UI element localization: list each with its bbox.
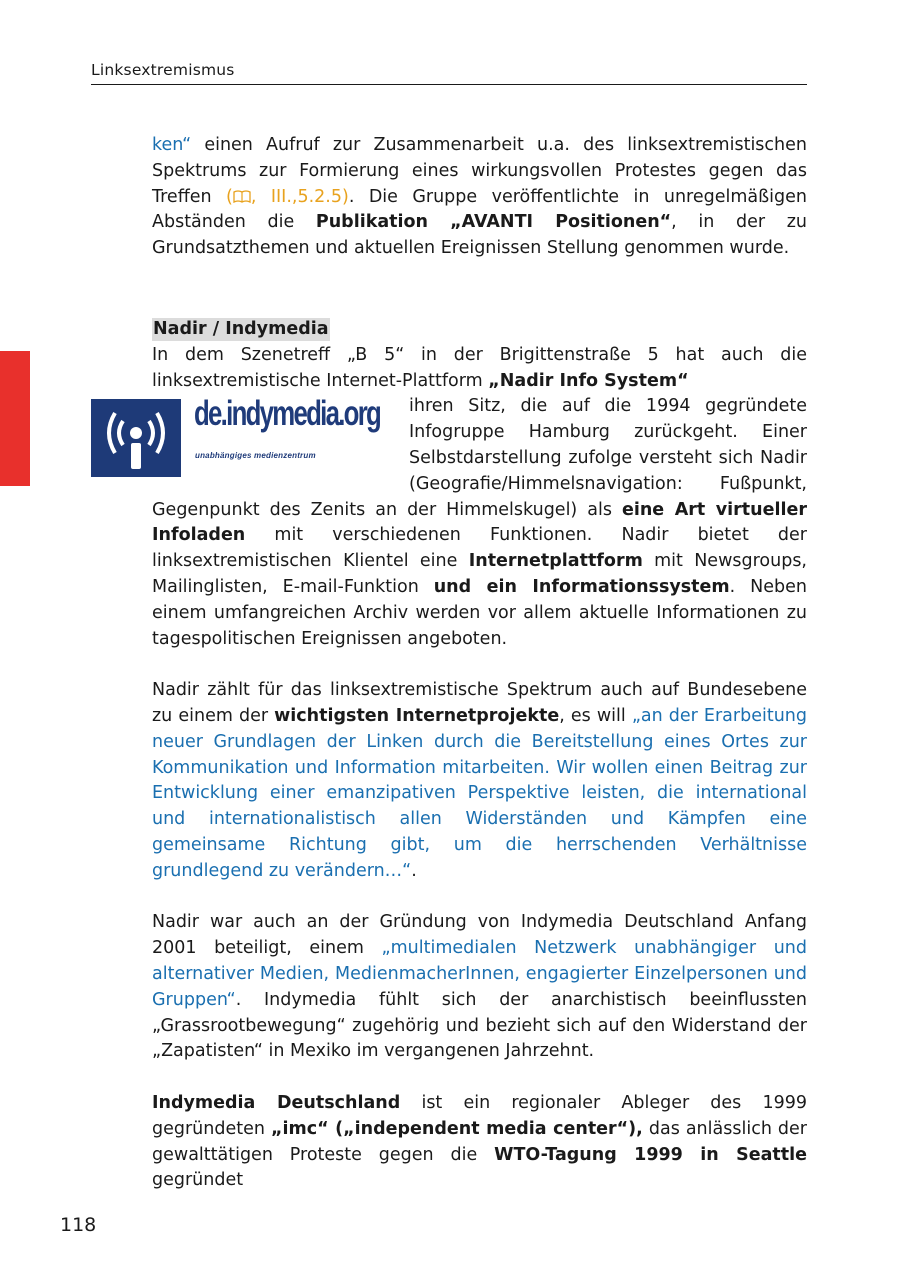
body-text-flow: Nadir / Indymedia In dem Szenetreff „B 5“ in der Brigittenstraße 5 hat auch die linksextremistische Internet-Plattform „Nadir Info System“ de.indymedia.org unabhängiges medienzentrum ihren Sitz, die auf die 1994 gegründete Infogruppe Hamburg zurückgeht. Einer Selbstdarstellung zufolge versteht sich Nadir (Geografie/Himmelsnavigation: Fußpunkt, Gegenpunkt des Zenits an der Himmelskugel) als eine Art virtueller Infoladen mit verschiedenen Funktionen. Nadir bietet der linksextremistischen Klientel eine Internetplattform mit Newsgroups, Mailinglisten, E-mail-Funktion und ein Informationssystem. Neben einem umfangreichen Archiv werden vor allem aktuelle Informationen zu tagespolitischen Ereignissen angeboten. Nadir zählt für das linksextremistische Spektrum auch auf Bundesebene zu einem der wichtigsten Internetprojekte, es will „an der Erarbeitung neuer Grundlagen der Linken durch die Bereitstellung eines Ortes zur Kommunikation und Information mitarbeiten. Wir wollen einen Beitrag zur Entwicklung einer emanzipativen Perspektive leisten, die international und internationalistisch allen Widerständen und Kämpfen eine gemeinsame Richtung gibt, um die herrschenden Verhältnisse grundlegend zu verändern…“. Nadir war auch an der Gründung von Indymedia Deutschland Anfang 2001 beteiligt, einem „multimedialen Netzwerk unabhängiger und alternativer Medien, MedienmacherInnen, engagierter Einzelpersonen und Gruppen“. Indymedia fühlt sich der anarchistisch beeinflussten „Grassrootbewegung“ zugehörig und bezieht sich auf den Widerstand der „Zapatisten“ in Mexiko im vergangenen Jahrzehnt. Indymedia Deutschland ist ein regionaler Ableger des 1999 gegründeten „imc“ („independent media center“), das anlässlich der gewalttätigen Proteste gegen die WTO-Tagung 1999 in Seattle gegründet (152, 317, 807, 1194)
chapter-tab-marker (0, 351, 30, 486)
paragraph-indymedia-founding: Nadir war auch an der Gründung von Indymedia Deutschland Anfang 2001 beteiligt, einem „multimedialen Netzwerk unabhängiger und alternativer Medien, MedienmacherInnen, engagierter Einzelpersonen und Gruppen“. Indymedia fühlt sich der anarchistisch beeinflussten „Grassrootbewegung“ zugehörig und bezieht sich auf den Widerstand der „Zapatisten“ in Mexiko im vergangenen Jahrzehnt. (152, 912, 807, 1062)
logo-domain: de.indymedia.org (194, 394, 381, 434)
quote-tail: ken“ (152, 135, 192, 155)
cross-reference[interactable]: ( , III.,5.2.5) (226, 186, 349, 207)
body-text (152, 133, 807, 262)
broadcast-info-icon (91, 399, 181, 477)
page-number: 118 (60, 1214, 97, 1236)
nadir-quote: „an der Erarbeitung neuer Grundlagen der Linken durch die Bereitstellung eines Ortes zur Kommunikation und Information mitarbeiten. Wir wollen einen Beitrag zur Entwicklung einer emanzipativen Perspektive leisten, die international und internationalistisch allen Widerständen und Kämpfen eine gemeinsame Richtung gibt, um die herrschenden Verhältnisse grundlegend zu verändern…“ (152, 705, 807, 881)
indymedia-logo (91, 394, 406, 477)
logo-tagline: unabhängiges medienzentrum (195, 451, 316, 461)
indymedia-quote: „multimedialen Netzwerk unabhängiger und alternativer Medien, MedienmacherInnen, engagierter Einzelpersonen und Gruppen“ (152, 938, 807, 1010)
paragraph-internetprojekte: Nadir zählt für das linksextremistische Spektrum auch auf Bundesebene zu einem der wichtigsten Internetprojekte, es will „an der Erarbeitung neuer Grundlagen der Linken durch die Bereitstellung eines Ortes zur Kommunikation und Information mitarbeiten. Wir wollen einen Beitrag zur Entwicklung einer emanzipativen Perspektive leisten, die international und internationalistisch allen Widerständen und Kämpfen eine gemeinsame Richtung gibt, um die herrschenden Verhältnisse grundlegend zu verändern…“. (152, 680, 807, 881)
section-heading: Nadir / Indymedia (153, 319, 329, 339)
running-head: Linksextremismus (91, 61, 807, 85)
paragraph-imc: Indymedia Deutschland ist ein regionaler Ableger des 1999 gegründeten „imc“ („independent media center“), das anlässlich der gewalttätigen Proteste gegen die WTO-Tagung 1999 in Seattle gegründet (152, 1092, 808, 1191)
paragraph-nadir: In dem Szenetreff „B 5“ in der Brigittenstraße 5 hat auch die linksextremistische Internet-Plattform „Nadir Info System“ (152, 344, 807, 391)
book-icon (233, 190, 251, 203)
paragraph-avanti: ken“ einen Aufruf zur Zusammenarbeit u.a. des linksextremistischen Spektrums zur Formierung eines wirkungsvollen Protestes gegen das Treffen ( , III.,5.2.5). Die Gruppe veröffentlichte in unregelmäßigen Abständen die Publikation „AVANTI Positionen“, in der zu Grundsatzthemen und aktuellen Ereignissen Stellung genommen wurde. (152, 135, 807, 259)
